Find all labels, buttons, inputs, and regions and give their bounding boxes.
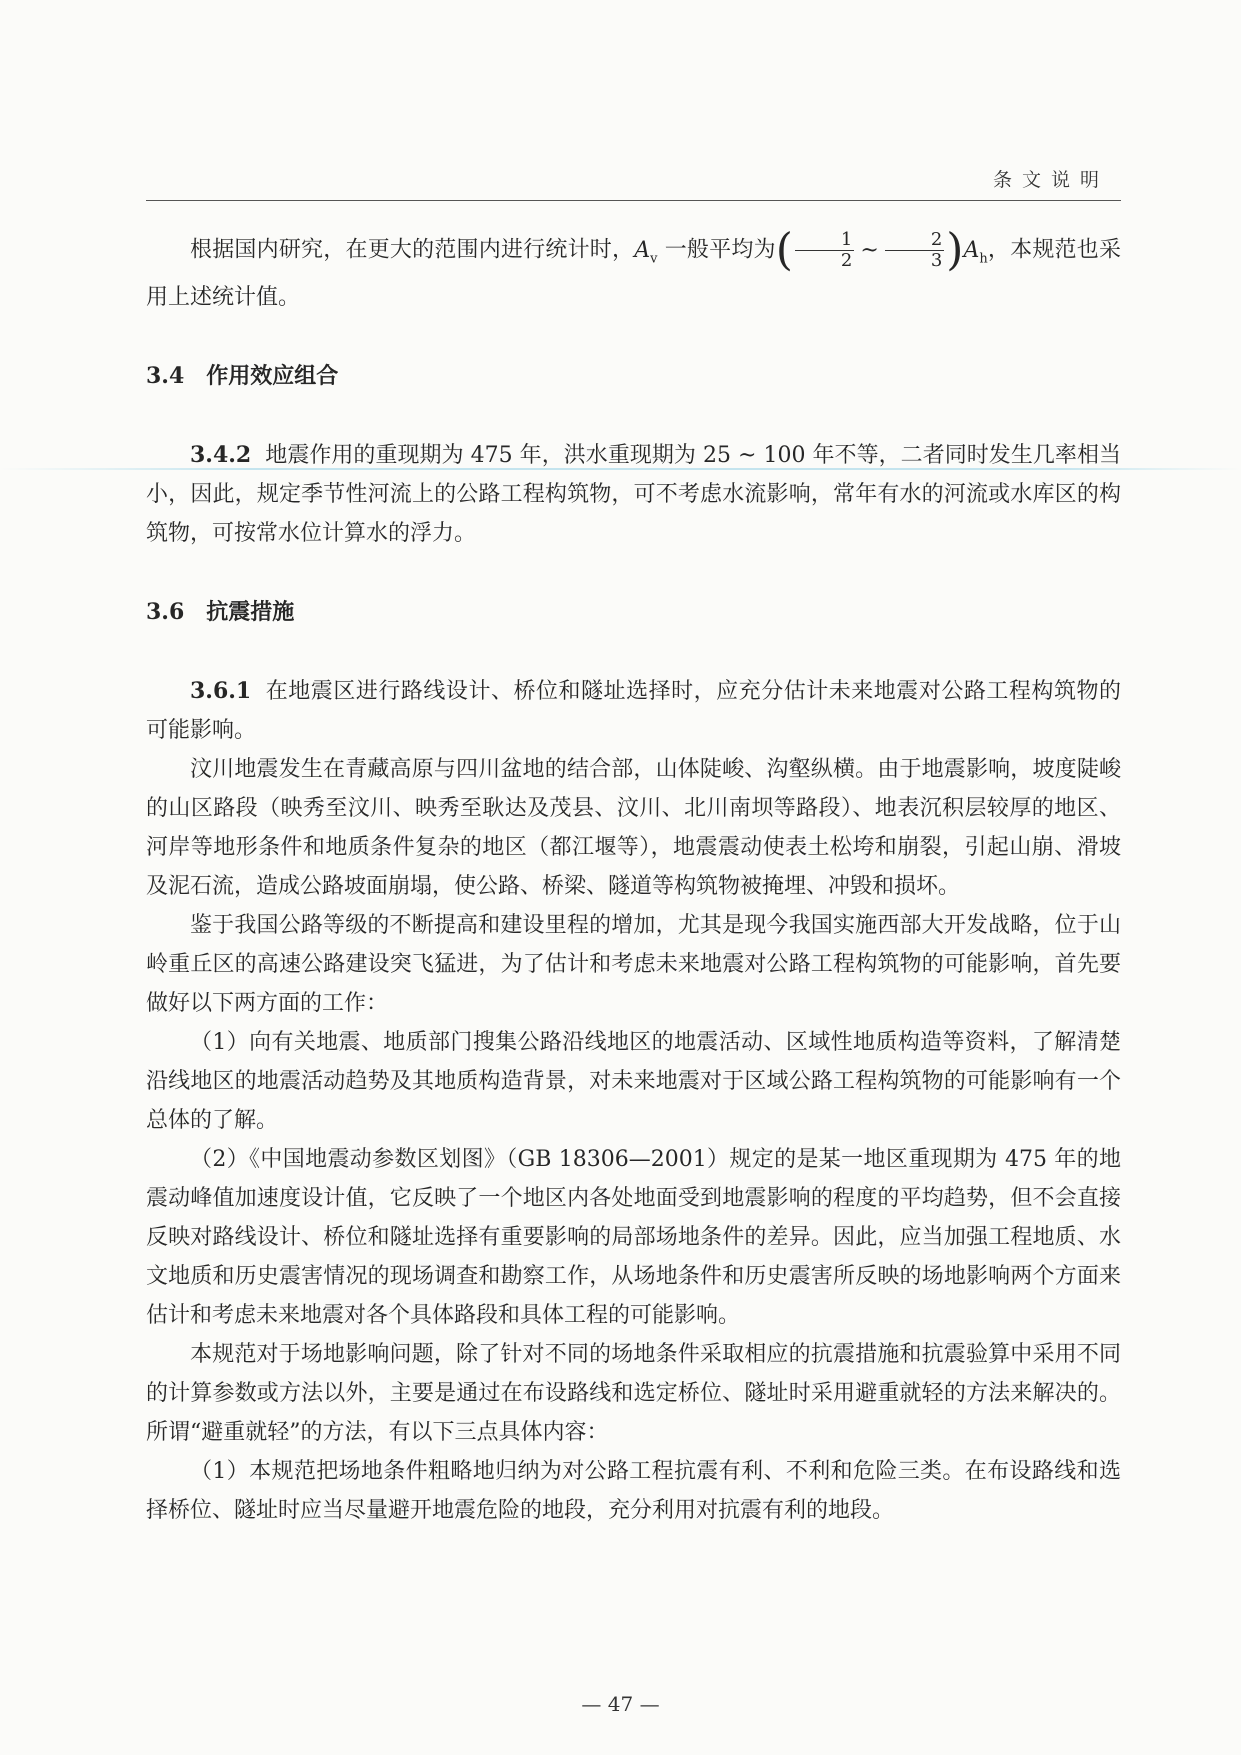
section-heading-3-4: 3.4 作用效应组合	[146, 362, 339, 389]
paragraph-site-effect: 本规范对于场地影响问题，除了针对不同的场地条件采取相应的抗震措施和抗震验算中采用不同的计算参数或方法以外，主要是通过在布设路线和选定桥位、隧址时采用避重就轻的方法来解决的。所谓“避重就轻”的方法，有以下三点具体内容：	[146, 1341, 1121, 1445]
paragraph-item-2: （2）《中国地震动参数区划图》（GB 18306—2001）规定的是某一地区重现期为 475 年的地震动峰值加速度设计值，它反映了一个地区内各处地面受到地震影响的程度的平均趋势，但不会直接反映对路线设计、桥位和隧址选择有重要影响的局部场地条件的差异。因此，应当加强工程地质、水文地质和历史震害情况的现场调查和勘察工作，从场地条件和历史震害所反映的场地影响两个方面来估计和考虑未来地震对各个具体路段和具体工程的可能影响。	[146, 1146, 1121, 1328]
paragraph-background: 鉴于我国公路等级的不断提高和建设里程的增加，尤其是现今我国实施西部大开发战略，位于山岭重丘区的高速公路建设突飞猛进，为了估计和考虑未来地震对公路工程构筑物的可能影响，首先要做好以下两方面的工作：	[146, 912, 1121, 1016]
intro-paragraph	[146, 224, 1121, 317]
clause-number: 3.6.1	[190, 677, 252, 704]
clause-3-6-1	[146, 672, 1121, 750]
intro-text-before: 根据国内研究，在更大的范围内进行统计时，	[190, 237, 635, 263]
header-rule	[146, 200, 1121, 201]
clause-text: 在地震区进行路线设计、桥位和隧址选择时，应充分估计未来地震对公路工程构筑物的可能影响。	[146, 678, 1121, 743]
fraction-two-thirds: $\frac{2}{3}$	[885, 230, 944, 271]
clause-3-4-2	[146, 436, 1121, 553]
running-header: 条文说明	[992, 169, 1109, 191]
tilde: ~	[860, 237, 879, 263]
page-number: — 47 —	[581, 1692, 660, 1716]
fraction-one-half: $\frac{1}{2}$	[795, 230, 854, 271]
paragraph-wenchuan: 汶川地震发生在青藏高原与四川盆地的结合部，山体陡峻、沟壑纵横。由于地震影响，坡度陡峻的山区路段（映秀至汶川、映秀至耿达及茂县、汶川、北川南坝等路段）、地表沉积层较厚的地区、河岸等地形条件和地质条件复杂的地区（都江堰等），地震震动使表土松垮和崩裂，引起山崩、滑坡及泥石流，造成公路坡面崩塌，使公路、桥梁、隧道等构筑物被掩埋、冲毁和损坏。	[146, 756, 1121, 899]
page-body	[146, 224, 1121, 1530]
formula-ah: $A_h$	[963, 237, 988, 266]
paragraph-rule-1: （1）本规范把场地条件粗略地归纳为对公路工程抗震有利、不利和危险三类。在布设路线和选择桥位、隧址时应当尽量避开地震危险的地段，充分利用对抗震有利的地段。	[146, 1458, 1121, 1523]
clause-text: 地震作用的重现期为 475 年，洪水重现期为 25 ~ 100 年不等，二者同时发生几率相当小，因此，规定季节性河流上的公路工程构筑物，可不考虑水流影响，常年有水的河流或水库区的构筑物，可按常水位计算水的浮力。	[146, 442, 1121, 546]
intro-text-after: ，本规范也采用上述统计值。	[146, 237, 1121, 310]
intro-text-mid: 一般平均为	[657, 237, 776, 263]
formula-av: $A_v$	[634, 237, 658, 266]
paragraph-item-1: （1）向有关地震、地质部门搜集公路沿线地区的地震活动、区域性地质构造等资料，了解清楚沿线地区的地震活动趋势及其地质构造背景，对未来地震对于区域公路工程构筑物的可能影响有一个总体的了解。	[146, 1029, 1121, 1133]
paren-right: )	[946, 224, 964, 276]
clause-number: 3.4.2	[190, 441, 252, 468]
paren-left: (	[775, 224, 793, 276]
section-heading-3-6: 3.6 抗震措施	[146, 598, 295, 625]
